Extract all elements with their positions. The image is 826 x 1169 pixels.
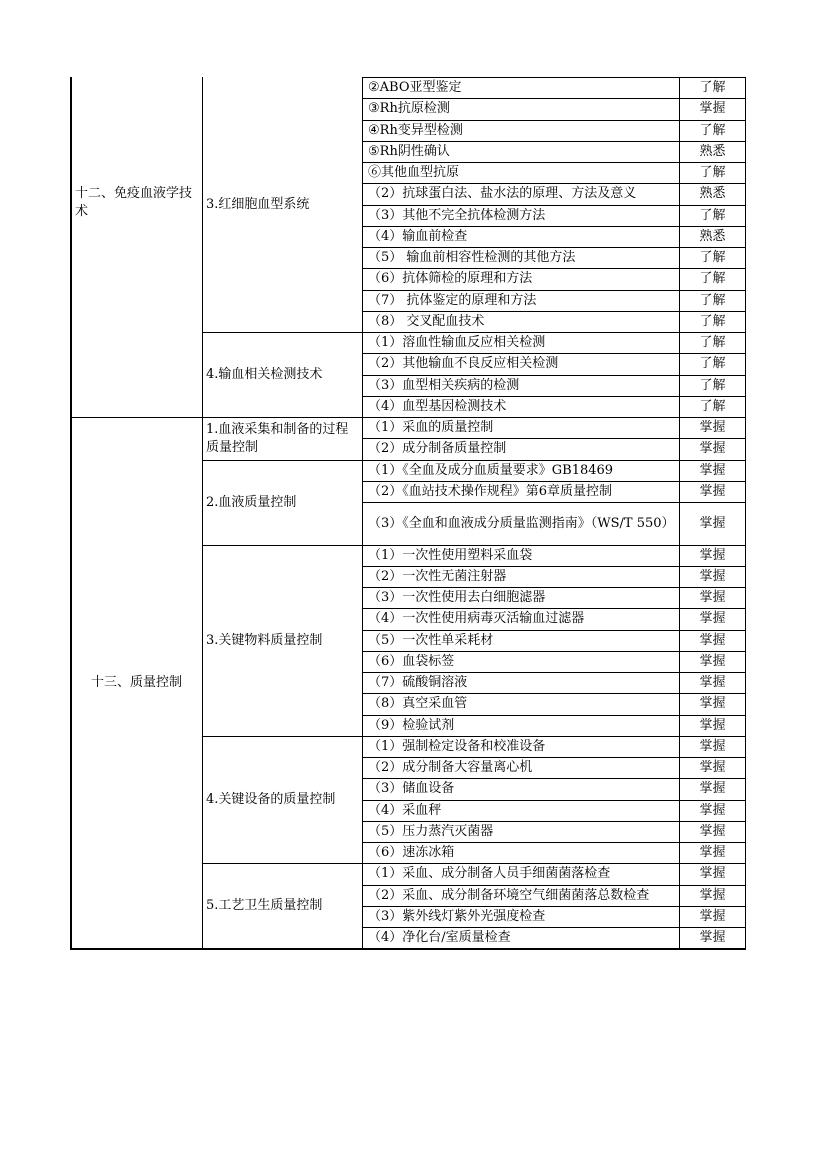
subsection-title: 4.关键设备的质量控制 (206, 792, 336, 807)
mastery-level: 了解 (699, 80, 726, 96)
grid-line (202, 863, 363, 864)
mastery-level: 了解 (699, 250, 726, 266)
mastery-level: 了解 (699, 207, 726, 223)
item-text: （2）成分制备大容量离心机 (368, 760, 533, 776)
grid-line (202, 460, 363, 461)
mastery-level: 掌握 (699, 866, 726, 882)
mastery-level: 掌握 (699, 675, 726, 691)
subsection-title: 3.红细胞血型系统 (206, 197, 310, 212)
item-text: （2）采血、成分制备环境空气细菌菌落总数检查 (368, 887, 650, 903)
mastery-level: 掌握 (699, 802, 726, 818)
mastery-level: 掌握 (699, 696, 726, 712)
item-text: （2）抗球蛋白法、盐水法的原理、方法及意义 (368, 186, 637, 202)
item-text: （1）《全血及成分血质量要求》GB18469 (368, 462, 614, 478)
subsection-title: 4.输血相关检测技术 (206, 367, 323, 382)
mastery-level: 了解 (699, 165, 726, 181)
item-text: （7）硫酸铜溶液 (368, 675, 468, 691)
item-text: （5）压力蒸汽灭菌器 (368, 823, 494, 839)
mastery-level: 掌握 (699, 547, 726, 563)
mastery-level: 掌握 (699, 738, 726, 754)
item-text: （2）成分制备质量控制 (368, 441, 507, 457)
item-text: （4）血型基因检测技术 (368, 398, 507, 414)
item-text: （4）一次性使用病毒灭活输血过滤器 (368, 611, 585, 627)
subsection-title: 1.血液采集和制备的过程质量控制 (206, 421, 349, 455)
item-text: （4）输血前检查 (368, 228, 468, 244)
mastery-level: 掌握 (699, 781, 726, 797)
mastery-level: 掌握 (699, 930, 726, 946)
section-title: 十二、免疫血液学技术 (75, 185, 193, 219)
mastery-level: 掌握 (699, 887, 726, 903)
mastery-level: 掌握 (699, 908, 726, 924)
mastery-level: 掌握 (699, 483, 726, 499)
mastery-level: 了解 (699, 398, 726, 414)
mastery-level: 掌握 (699, 420, 726, 436)
mastery-level: 了解 (699, 292, 726, 308)
subsection-title: 3.关键物料质量控制 (206, 632, 323, 648)
mastery-level: 掌握 (699, 441, 726, 457)
mastery-level: 掌握 (699, 760, 726, 776)
mastery-level: 掌握 (699, 611, 726, 627)
item-text: （1）采血的质量控制 (368, 420, 494, 436)
mastery-level: 熟悉 (699, 186, 726, 202)
item-text: ②ABO亚型鉴定 (368, 80, 462, 96)
item-text: （3）其他不完全抗体检测方法 (368, 207, 546, 223)
mastery-level: 掌握 (699, 462, 726, 478)
item-text: ⑤Rh阴性确认 (368, 143, 450, 159)
mastery-level: 掌握 (699, 101, 726, 117)
grid-line (679, 77, 680, 949)
mastery-level: 掌握 (699, 568, 726, 584)
item-text: （3）血型相关疾病的检测 (368, 377, 520, 393)
grid-line (202, 332, 363, 333)
grid-line (70, 77, 72, 950)
item-text: （3）紫外线灯紫外光强度检查 (368, 908, 546, 924)
item-text: （1）强制检定设备和校准设备 (368, 738, 546, 754)
grid-line (202, 545, 363, 546)
grid-line (202, 77, 203, 949)
item-text: （1）溶血性输血反应相关检测 (368, 335, 546, 351)
mastery-level: 了解 (699, 313, 726, 329)
item-text: （3）一次性使用去白细胞滤器 (368, 590, 546, 606)
mastery-level: 掌握 (699, 653, 726, 669)
item-text: ⑥其他血型抗原 (368, 165, 460, 181)
item-text: （1）采血、成分制备人员手细菌菌落检查 (368, 866, 611, 882)
item-text: （3）储血设备 (368, 781, 455, 797)
subsection-title: 2.血液质量控制 (206, 494, 297, 510)
item-text: （2）一次性无菌注射器 (368, 568, 507, 584)
item-text: （2）《血站技术操作规程》第6章质量控制 (368, 483, 613, 499)
item-text: （6）速冻冰箱 (368, 845, 455, 861)
mastery-level: 掌握 (699, 515, 726, 531)
item-text: （6）抗体筛检的原理和方法 (368, 271, 533, 287)
grid-line (745, 77, 746, 949)
item-text: （1）一次性使用塑料采血袋 (368, 547, 533, 563)
item-text: （6）血袋标签 (368, 653, 455, 669)
mastery-level: 掌握 (699, 717, 726, 733)
mastery-level: 熟悉 (699, 143, 726, 159)
item-text: （4）净化台/室质量检查 (368, 930, 511, 946)
mastery-level: 了解 (699, 122, 726, 138)
item-text: （5）一次性单采耗材 (368, 632, 494, 648)
mastery-level: 了解 (699, 335, 726, 351)
item-text: （3）《全血和血液成分质量监测指南》（WS/T 550） (368, 515, 675, 531)
section-title: 十三、质量控制 (90, 675, 182, 691)
item-text: （9）检验试剂 (368, 717, 455, 733)
mastery-level: 了解 (699, 356, 726, 372)
mastery-level: 掌握 (699, 632, 726, 648)
grid-line (362, 77, 363, 949)
item-text: ③Rh抗原检测 (368, 101, 450, 117)
grid-line (202, 736, 363, 737)
mastery-level: 掌握 (699, 823, 726, 839)
grid-line (70, 417, 363, 418)
item-text: （5） 输血前相容性检测的其他方法 (368, 250, 576, 266)
grid-line (70, 948, 746, 950)
mastery-level: 熟悉 (699, 228, 726, 244)
item-text: （7） 抗体鉴定的原理和方法 (368, 292, 537, 308)
item-text: （8）真空采血管 (368, 696, 468, 712)
item-text: （8） 交叉配血技术 (368, 313, 485, 329)
mastery-level: 掌握 (699, 845, 726, 861)
item-text: （4）采血秤 (368, 802, 442, 818)
subsection-title: 5.工艺卫生质量控制 (206, 898, 323, 914)
mastery-level: 掌握 (699, 590, 726, 606)
item-text: （2）其他输血不良反应相关检测 (368, 356, 559, 372)
mastery-level: 了解 (699, 377, 726, 393)
item-text: ④Rh变异型检测 (368, 122, 463, 138)
mastery-level: 了解 (699, 271, 726, 287)
